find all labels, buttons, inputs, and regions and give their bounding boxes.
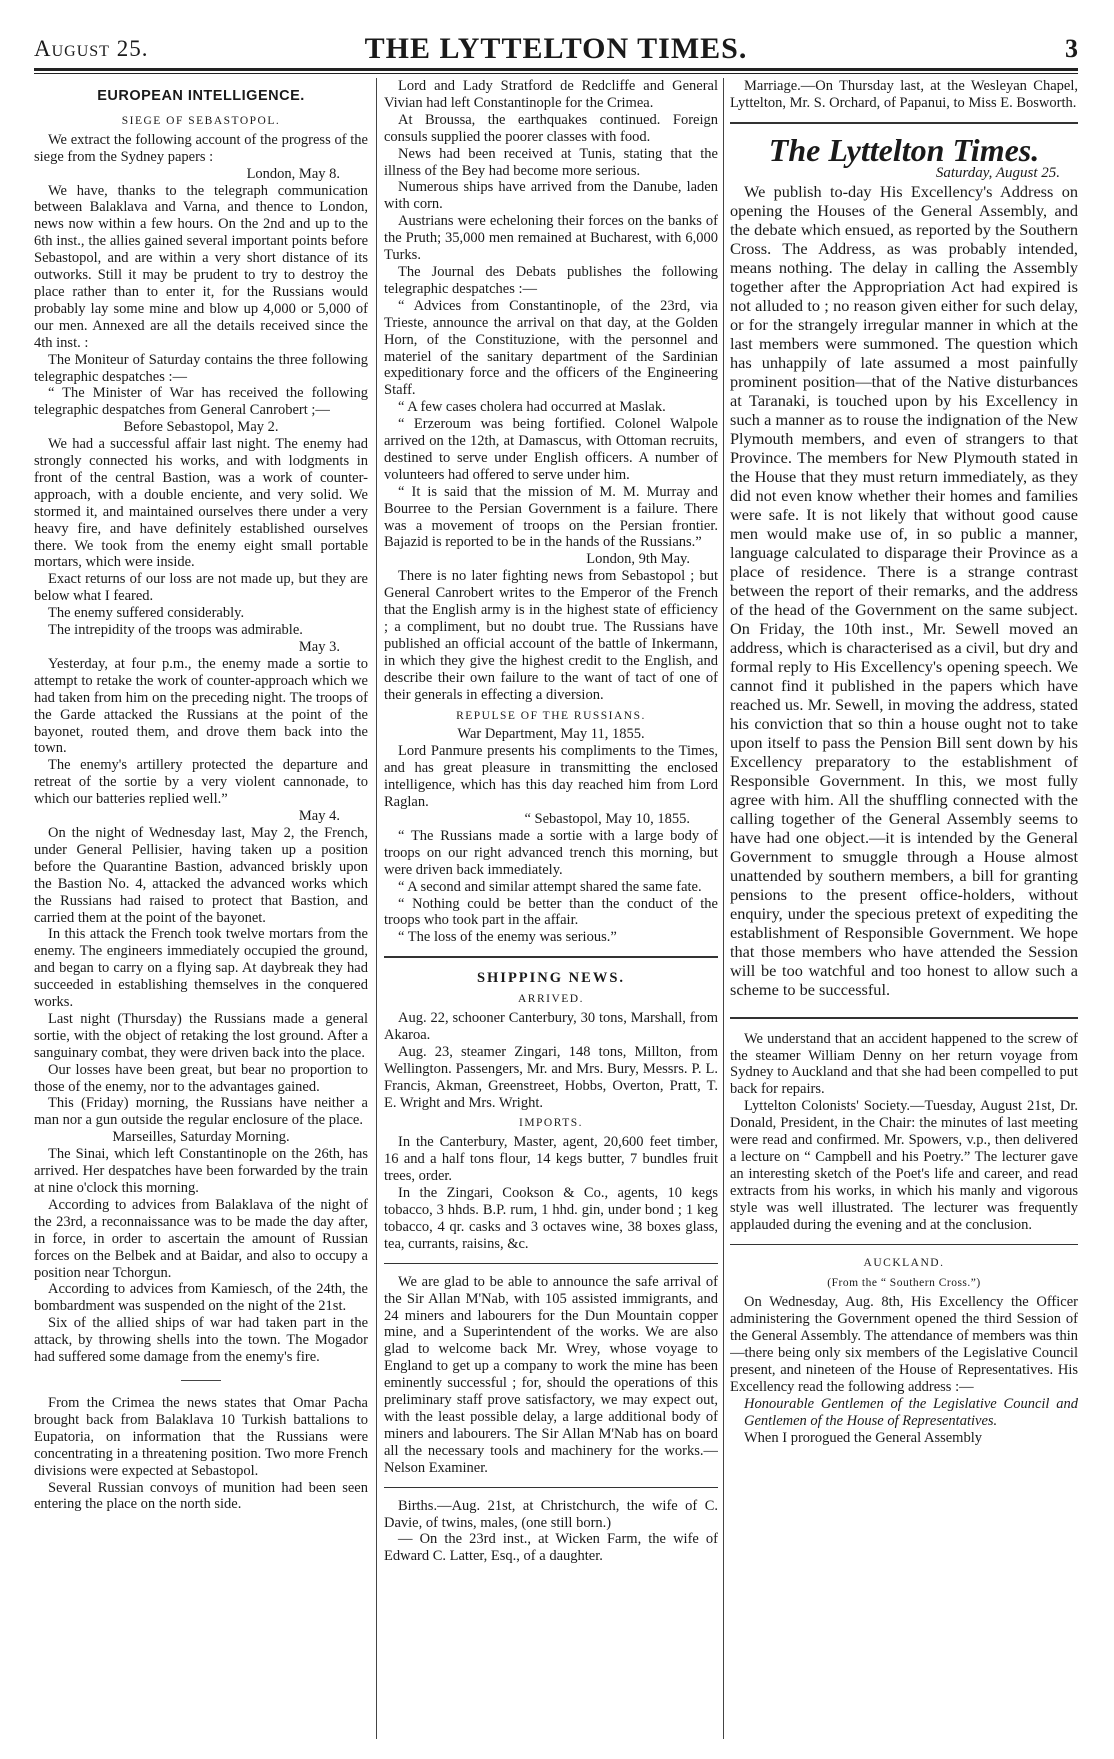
section-rule (384, 956, 718, 958)
paragraph: Last night (Thursday) the Russians made a general sortie, with the object of retaking the lost ground. After a sanguinary combat, they were driven back into the place. (34, 1010, 368, 1061)
paragraph: The enemy suffered considerably. (48, 605, 245, 622)
editorial-dateline: Saturday, August 25. (935, 164, 1060, 181)
paragraph: “ Advices from Constantinople, of the 23rd, via Trieste, announce the arrival on that day, at the Golden Horn, of the Constituzione, with the personnel and materiel of the sanitary department of the Sardinian expeditionary force and the officers of the Engineering Staff. (384, 297, 718, 399)
dateline: May 3. (298, 639, 340, 655)
paragraph: Lord and Lady Stratford de Redcliffe and General Vivian had left Constantinople for the Crimea. (384, 78, 718, 111)
dateline: Before Sebastopol, May 2. (123, 419, 279, 436)
paragraph: From the Crimea the news states that Omar Pacha brought back from Balaklava 10 Turkish battalions to Eupatoria, on information that the Russians were concentrating in a threatening position. Two more French divisions were expected at Sebastopol. (34, 1394, 368, 1479)
dateline: May 4. (298, 808, 340, 825)
paragraph: News had been received at Tunis, stating that the illness of the Bey had become more serious. (384, 145, 718, 179)
column-2 (384, 78, 718, 1749)
newspaper-title: THE LYTTELTON TIMES. (364, 32, 748, 65)
dateline: War Department, May 11, 1855. (457, 726, 645, 743)
paragraph: The Moniteur of Saturday contains the three following telegraphic despatches :— (34, 351, 368, 385)
column-divider-1 (376, 78, 377, 1739)
paragraph: In the Canterbury, Master, agent, 20,600 feet timber, 16 and a half tons flour, 14 kegs butter, 7 bundles fruit trees, order. (384, 1134, 718, 1185)
paragraph: At Broussa, the earthquakes continued. Foreign consuls supplied the poorer classes with food. (384, 111, 718, 145)
paragraph: “ The Minister of War has received the following telegraphic despatches from General Canrobert ;— (34, 385, 368, 419)
dateline: Marseilles, Saturday Morning. (112, 1129, 290, 1146)
section-heading-european: EUROPEAN INTELLIGENCE. (97, 88, 305, 104)
paper-title-blackletter: The Lyttelton Times. (768, 131, 1040, 168)
paragraph: According to advices from Balaklava of the night of the 23rd, a reconnaissance was to be made the day after, in force, in order to ascertain the amount of Russian forces on the Belbek and at Baidar, and also to occupy a position near Tchorgun. (34, 1196, 368, 1281)
section-rule (384, 1263, 718, 1264)
paragraph: Six of the allied ships of war had taken part in the attack, by throwing shells into the town. The Mogador had suffered some damage from the enemy's fire. (34, 1315, 368, 1366)
paragraph: Marriage.—On Thursday last, at the Wesleyan Chapel, Lyttelton, Mr. S. Orchard, of Papanui, to Miss E. Bosworth. (730, 78, 1078, 111)
masthead (34, 30, 1078, 66)
issue-date: August 25. (34, 36, 149, 61)
dateline: London, May 8. (246, 165, 340, 182)
section-rule (730, 1244, 1078, 1245)
paragraph: We have, thanks to the telegraph communication between Balaklava and Varna, and thence to London, news now within a few hours. On the 2nd and up to the 6th inst., the allies gained several important points before Sebastopol, and are within a very short distance of its outworks. Still it may be prudent to try to destroy the place rather than to enter it, for the Russians would probably lay some mine and blow up 4,000 or 5,000 of our men. Annexed are all the details received since the 4th inst. : (34, 182, 368, 351)
section-rule (730, 1017, 1078, 1019)
editorial-paragraph: We publish to-day His Excellency's Address on opening the Houses of the General Assembly, and the debate which ensued, as reported by the Southern Cross. The Address, as was probably intended, means nothing. The delay in calling the Assembly together after the Appropriation Act had expired is not alluded to ; no reason given either for such delay, or for the strangely irregular manner in which at the last members were summoned. The question which has unhappily of late assumed a most painfully prominent position—that of the Native disturbances at Taranaki, is touched upon by his Excellency in such a manner as to rouse the indignation of the New Plymouth members, and even of strangers to that Province. The members for New Plymouth stated in the House that they must return immediately, as they did not even know whether their homes and families were safe. It is not likely that without good cause men would make use of, in so public a manner, language calculated to disparage their Province as a place of residence. There is a strange contrast between the report of their remarks, and the address of the head of the Government on the same subject. On Friday, the 10th inst., Mr. Sewell moved an address, which is characterised as a civil, but dry and formal reply to His Excellency's opening speech. We cannot find it published in the papers which have reached us. Mr. Sewell, in moving the address, stated his conviction that so thin a house ought not to take upon itself to pass the Pension Bill sent down by his Excellency preparatory to the establishment of Responsible Government. In this, we most fully agree with him. All the shuffling connected with the calling together of the General Assembly seems to have had one object.—it is intended by the General Government to smuggle through a House almost unattended by southern members, a bill for granting pensions to the present office-holders, without enquiry, under the specious pretext of expediting the establishment of Responsible Government. We hope that those members who have attended the Session will be too watchful and too honest to allow such a scheme to be successful. (730, 181, 1078, 999)
subheading-auckland: AUCKLAND. (863, 1256, 945, 1269)
paragraph: The Sinai, which left Constantinople on the 26th, has arrived. Her despatches have been forwarded by the train at nine o'clock this morning. (34, 1146, 368, 1196)
dateline: “ Sebastopol, May 10, 1855. (524, 810, 690, 827)
paragraph: In the Zingari, Cookson & Co., agents, 10 kegs tobacco, 3 hhds. B.P. rum, 1 hhd. gin, under bond ; 1 keg tobacco, 4 qr. casks and 3 octaves wine, 38 boxes glass, tea, currants, raisins, &c. (384, 1185, 718, 1252)
paragraph: “ The loss of the enemy was serious.” (398, 929, 617, 946)
address-salutation: Honourable Gentlemen of the Legislative Council and Gentlemen of the House of Representatives. (744, 1395, 1078, 1429)
paragraph: Aug. 23, steamer Zingari, 148 tons, Millton, from Wellington. Passengers, Mr. and Mrs. Bury, Messrs. P. L. Francis, Akman, Greenstreet, Hobbs, Overton, Pratt, T. E. Wright and Mrs. Wright. (384, 1043, 718, 1111)
paragraph: Aug. 22, schooner Canterbury, 30 tons, Marshall, from Akaroa. (384, 1010, 718, 1043)
page-number: 3 (1065, 34, 1078, 63)
paragraph: Exact returns of our loss are not made up, but they are below what I feared. (34, 571, 368, 605)
subheading-arrived: ARRIVED. (518, 993, 584, 1006)
paragraph: “ Erzeroum was being fortified. Colonel Walpole arrived on the 12th, at Damascus, with Ottoman recruits, destined to serve under English officers. A number of volunteers had offered to serve under him. (384, 416, 718, 483)
paragraph: There is no later fighting news from Sebastopol ; but General Canrobert writes to the Emperor of the French that the English army is in the highest state of efficiency ; a compliment, but no doubt true. The Russians have published an official account of the battle of Inkermann, in which they give the highest credit to the English, and describe their own failure to the want of tact of one of their generals in effecting a diversion. (384, 568, 718, 703)
paragraph: — On the 23rd inst., at Wicken Farm, the wife of Edward C. Latter, Esq., of a daughter. (384, 1531, 718, 1565)
masthead-rule-heavy (34, 68, 1078, 71)
subheading-siege: SIEGE OF SEBASTOPOL. (121, 114, 281, 127)
subheading-repulse: REPULSE OF THE RUSSIANS. (456, 709, 646, 722)
column-divider-2 (723, 78, 724, 1739)
paragraph: Numerous ships have arrived from the Danube, laden with corn. (384, 179, 718, 213)
masthead-rule-light (34, 73, 1078, 74)
dateline: London, 9th May. (586, 551, 690, 568)
paragraph: We had a successful affair last night. The enemy had strongly connected his works, and with lodgments in front of the central Bastion, was a work of counter-approach, with a double enciente, and very solid. We stormed it, and maintained ourselves there under a very heavy fire, and have definitely established ourselves there. We took from the enemy eight small portable mortars, which were inside. (34, 436, 368, 571)
section-rule (730, 122, 1078, 124)
paragraph: “ It is said that the mission of M. M. Murray and Bourree to the Persian Government is a failure. There was a movement of troops on the Persian frontier. Bajazid is reported to be in the hands of the Russians.” (384, 483, 718, 551)
separator (181, 1380, 221, 1381)
paragraph: Births.—Aug. 21st, at Christchurch, the wife of C. Davie, of twins, males, (one still born.) (384, 1497, 718, 1531)
paragraph: “ A few cases cholera had occurred at Maslak. (398, 399, 666, 416)
paragraph: We extract the following account of the progress of the siege from the Sydney papers : (34, 131, 368, 165)
paragraph: We are glad to be able to announce the safe arrival of the Sir Allan M'Nab, with 105 assisted immigrants, and 24 miners and labourers for the Dun Mountain copper mine, and a Superintendent of the works. We are also glad to welcome back Mr. Wrey, whose voyage to England to get up a company to work the mine has been eminently successful ; for, should the operations of this preliminary staff prove satisfactory, we may expect out, with the least possible delay, a large additional body of miners and labourers. The Sir Allan M'Nab has on board all the necessary tools and machinery for the works.—Nelson Examiner. (384, 1273, 718, 1476)
paragraph: “ A second and similar attempt shared the same fate. (398, 878, 702, 895)
column-3 (730, 78, 1078, 1749)
paragraph: On Wednesday, Aug. 8th, His Excellency the Officer administering the Government opened the third Session of the General Assembly. The attendance of members was thin—there being only six members of the Legislative Council present, and nineteen of the House of Representatives. His Excellency read the following address :— (730, 1294, 1078, 1395)
subheading-source: (From the “ Southern Cross.”) (827, 1277, 981, 1290)
paragraph: The enemy's artillery protected the departure and retreat of the sortie by a very violent cannonade, to which our batteries replied well.” (34, 757, 368, 808)
paragraph: Austrians were echeloning their forces on the banks of the Pruth; 35,000 men remained at Bucharest, with 6,000 Turks. (384, 213, 718, 264)
paragraph: On the night of Wednesday last, May 2, the French, under General Pellisier, having taken up a position before the Quarantine Bastion, advanced briskly upon the Bastion No. 4, attacked the advanced works which the Russians had raised to protect that Bastion, and carried them at the point of the bayonet. (34, 824, 368, 926)
paragraph: According to advices from Kamiesch, of the 24th, the bombardment was suspended on the night of the 21st. (34, 1281, 368, 1315)
column-1 (34, 78, 368, 1749)
paragraph: The intrepidity of the troops was admirable. (48, 622, 303, 639)
subheading-imports: IMPORTS. (518, 1117, 584, 1130)
paragraph: The Journal des Debats publishes the following telegraphic despatches :— (384, 263, 718, 297)
section-heading-shipping: SHIPPING NEWS. (476, 970, 626, 987)
paragraph: Several Russian convoys of munition had been seen entering the place on the north side. (34, 1479, 368, 1513)
paragraph: Lord Panmure presents his compliments to the Times, and has great pleasure in transmitting the enclosed intelligence, which has this day reached him from Lord Raglan. (384, 743, 718, 811)
paragraph: Yesterday, at four p.m., the enemy made a sortie to attempt to retake the work of counter-approach which we had taken from him on the preceding night. The troops of the Garde attacked the Russians at the point of the bayonet, routed them, and drove them back into the town. (34, 655, 368, 757)
paragraph: “ Nothing could be better than the conduct of the troops who took part in the affair. (384, 895, 718, 929)
paragraph: Our losses have been great, but bear no proportion to those of the enemy, nor to the advantages gained. (34, 1061, 368, 1095)
paragraph: When I prorogued the General Assembly (744, 1429, 982, 1446)
paragraph: This (Friday) morning, the Russians have neither a man nor a gun outside the regular enclosure of the place. (34, 1095, 368, 1129)
section-rule (384, 1487, 718, 1488)
paragraph: We understand that an accident happened to the screw of the steamer William Denny on her return voyage from Sydney to Auckland and that she had been compelled to put back for repairs. (730, 1030, 1078, 1098)
paragraph: In this attack the French took twelve mortars from the enemy. The engineers immediately occupied the ground, and began to carry on a flying sap. At daybreak they had succeeded in establishing themselves in the conquered works. (34, 926, 368, 1011)
paragraph: Lyttelton Colonists' Society.—Tuesday, August 21st, Dr. Donald, President, in the Chair: the minutes of last meeting were read and confirmed. Mr. Spowers, v.p., then delivered a lecture on “ Campbell and his Poetry.” The lecturer gave an interesting sketch of the Poet's life and career, and read extracts from his works, in which his manly and vigorous style was well illustrated. The lecturer was frequently applauded during the evening and at the conclusion. (730, 1098, 1078, 1233)
paragraph: “ The Russians made a sortie with a large body of troops on our right advanced trench this morning, but were driven back immediately. (384, 827, 718, 878)
